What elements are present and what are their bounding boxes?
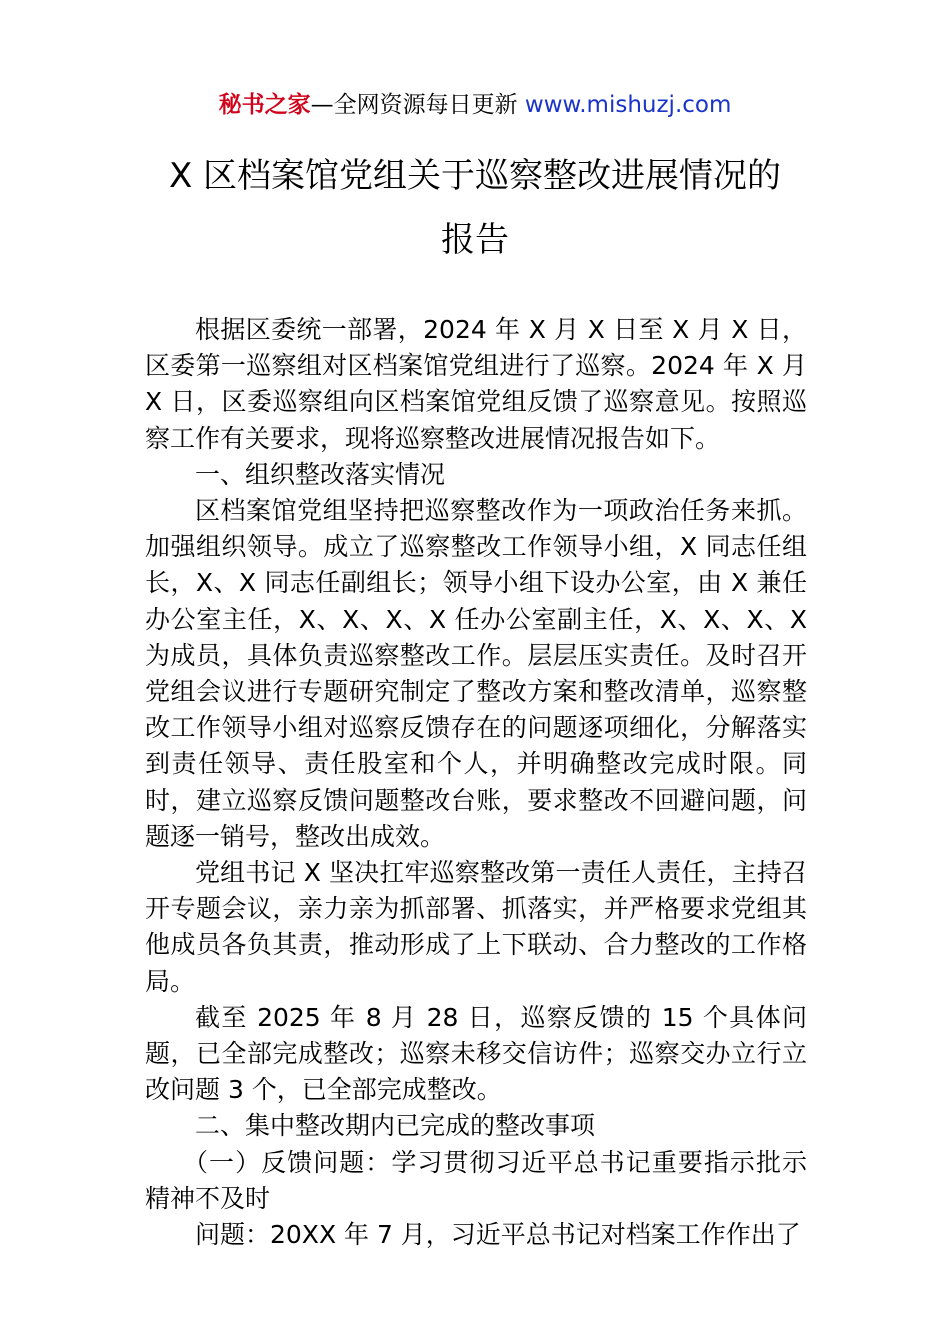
document-title bbox=[100, 148, 850, 268]
site-header bbox=[0, 88, 950, 122]
title-line-1: X 区档案馆党组关于巡察整改进展情况的 bbox=[168, 156, 782, 196]
paragraph-intro: 根据区委统一部署，2024 年 X 月 X 日至 X 月 X 日，区委第一巡察组对区档案馆党组进行了巡察。2024 年 X 月 X 日，区委巡察组向区档案馆党组反馈了巡察意见。按照巡察工作有关要求，现将巡察整改进展情况报告如下。 bbox=[145, 315, 807, 453]
header-tagline: —全网资源每日更新 bbox=[310, 92, 525, 118]
section-heading-1: 一、组织整改落实情况 bbox=[195, 459, 446, 489]
title-line-2: 报告 bbox=[441, 220, 509, 260]
subsection-heading-1: （一）反馈问题：学习贯彻习近平总书记重要指示批示精神不及时 bbox=[145, 1147, 807, 1213]
brand-name: 秘书之家 bbox=[218, 92, 311, 118]
paragraph-organization: 区档案馆党组坚持把巡察整改作为一项政治任务来抓。加强组织领导。成立了巡察整改工作领导小组，X 同志任组长，X、X 同志任副组长；领导小组下设办公室，由 X 兼任办公室主任，X、X、X、X 任办公室副主任，X、X、X、X 为成员，具体负责巡察整改工作。层层压实责任。及时召开党组会议进行专题研究制定了整改方案和整改清单，巡察整改工作领导小组对巡察反馈存在的问题逐项细化，分解落实到责任领导、责任股室和个人，并明确整改完成时限。同时，建立巡察反馈问题整改台账，要求整改不回避问题，问题逐一销号，整改出成效。 bbox=[145, 496, 807, 851]
document-body bbox=[145, 312, 807, 1253]
section-heading-2: 二、集中整改期内已完成的整改事项 bbox=[195, 1111, 596, 1141]
paragraph-progress: 截至 2025 年 8 月 28 日，巡察反馈的 15 个具体问题，已全部完成整改；巡察未移交信访件；巡察交办立行立改问题 3 个，已全部完成整改。 bbox=[145, 1002, 807, 1105]
paragraph-secretary: 党组书记 X 坚决扛牢巡察整改第一责任人责任，主持召开专题会议，亲力亲为抓部署、抓落实，并严格要求党组其他成员各负其责，推动形成了上下联动、合力整改的工作格局。 bbox=[145, 858, 807, 996]
paragraph-problem: 问题：20XX 年 7 月，习近平总书记对档案工作作出了 bbox=[195, 1220, 801, 1250]
site-url: www.mishuzj.com bbox=[524, 92, 732, 118]
